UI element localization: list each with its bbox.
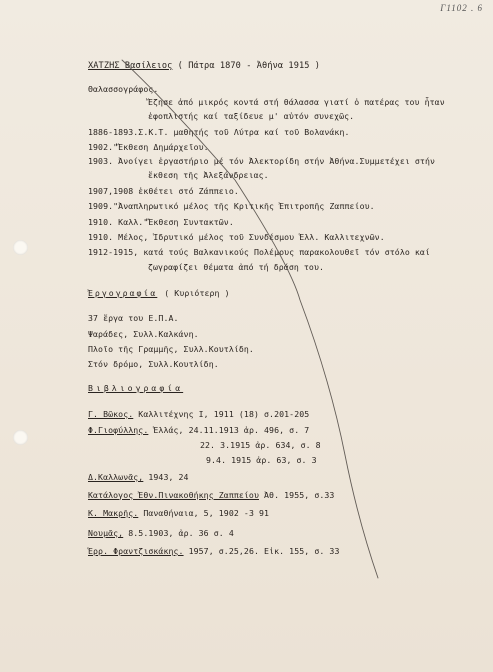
- bibliography-reference: 22. 3.1915 ἀρ. 634, σ. 8: [200, 440, 321, 450]
- bibliography-reference: 1957, σ.25,26. Εἰκ. 155, σ. 33: [183, 546, 340, 556]
- bibliography-author: Γ. Βῶκος.: [88, 409, 134, 419]
- bibliography-reference: 1943, 24: [143, 472, 189, 482]
- bibliography-author: Δ.Καλλωνᾶς,: [88, 472, 144, 482]
- artist-dates: ( Πάτρα 1870 - Ἀθήνα 1915 ): [177, 61, 321, 71]
- bibliography-reference: Παναθήναια, 5, 1902 -3 91: [138, 508, 270, 518]
- bibliography-reference: 8.5.1903, ἀρ. 36 σ. 4: [123, 528, 234, 538]
- bio-line: 1910. Μέλος, Ἱδρυτικό μέλος τοῦ Συνδέσμου Ἑλλ. Καλλιτεχνῶν.: [88, 232, 385, 242]
- bibliography-entry: [200, 440, 321, 450]
- bio-line: 1912-1915, κατά τούς Βαλκανικούς Πολέμους παρακολουθεῖ τόν στόλο καί: [88, 247, 430, 257]
- works-heading-row: [88, 288, 230, 298]
- bio-line: 1910. Καλλ."Ἔκθεση Συντακτῶν.: [88, 217, 234, 227]
- works-item: Ψαράδες, Συλλ.Καλκάνη.: [88, 329, 199, 339]
- bibliography-reference: Ἑλλάς, 24.11.1913 ἀρ. 496, σ. 7: [148, 425, 310, 435]
- bio-line: Ἔζησε ἀπό μικρός κοντά στή θάλασσα γιατί ὁ πατέρας του ἦταν: [148, 97, 445, 107]
- works-item: Στόν δρόμο, Συλλ.Κουτλίδη.: [88, 359, 219, 369]
- works-heading-note: ( Κυριότερη ): [164, 288, 230, 298]
- bio-line: 1902."Ἔκθεση Δημάρχεῖου.: [88, 142, 209, 152]
- archive-number: Γ1102 . 6: [440, 3, 483, 13]
- punch-hole: [13, 430, 28, 445]
- bibliography-reference: Καλλιτέχνης Ι, 1911 (18) σ.201-205: [133, 409, 310, 419]
- bibliography-author: Νουμᾶς,: [88, 528, 124, 538]
- bio-line: 1903. Ἀνοίγει ἐργαστήριο μέ τόν Ἀλεκτορίδη στήν Ἀθήνα.Συμμετέχει στήν: [88, 156, 436, 166]
- bio-line: 1907,1908 ἐκθέτει στό Ζάππειο.: [88, 186, 239, 196]
- bibliography-entry: [88, 490, 334, 500]
- bibliography-entry: [88, 409, 309, 419]
- bibliography-heading-text: Βιβλιογραφία: [88, 383, 184, 393]
- bibliography-author: Κατάλογος Ἐθν.Πινακοθήκης Ζαππείου: [88, 490, 259, 500]
- bibliography-author: Φ.Γιοφύλλης.: [88, 425, 149, 435]
- bio-line: ἐφοπλιστής καί ταξίδευε μ' αὐτόν συνεχῶς.: [148, 111, 355, 121]
- bibliography-heading: [88, 383, 183, 393]
- punch-hole: [13, 240, 28, 255]
- works-item: 37 ἔργα του Ε.Π.Α.: [88, 313, 179, 323]
- bibliography-author: Ἑρρ. Φραντζισκάκης.: [88, 546, 184, 556]
- bio-line: 1886-1893.Σ.Κ.Τ. μαθητής τοῦ Λύτρα καί τοῦ Βολανάκη.: [88, 127, 350, 137]
- bibliography-entry: [88, 472, 189, 482]
- bibliography-entry: [88, 508, 269, 518]
- bibliography-author: Κ. Μακρῆς.: [88, 508, 139, 518]
- artist-name: ΧΑΤΖΗΣ Βασίλειος: [88, 61, 173, 71]
- bibliography-entry: [206, 455, 317, 465]
- bio-line: 1909."Ἀναπληρωτικό μέλος τῆς Κριτικῆς Ἐπιτροπῆς Ζαππείου.: [88, 201, 375, 211]
- bibliography-entry: [88, 528, 234, 538]
- bibliography-entry: [88, 546, 339, 556]
- bibliography-reference: Ἀθ. 1955, σ.33: [259, 490, 335, 500]
- bibliography-reference: 9.4. 1915 ἀρ. 63, σ. 3: [206, 455, 317, 465]
- works-heading: Ἐργογραφία: [88, 288, 158, 298]
- document-header: [88, 61, 320, 71]
- bio-line: Θαλασσογράφος.: [88, 84, 159, 94]
- works-item: Πλοῖο τῆς Γραμμῆς, Συλλ.Κουτλίδη.: [88, 344, 254, 354]
- bio-line: ζωγραφίζει θέματα ἀπό τή δράση του.: [148, 262, 325, 272]
- bio-line: ἔκθεση τῆς Ἀλεξάνδρειας.: [148, 170, 269, 180]
- bibliography-entry: [88, 425, 309, 435]
